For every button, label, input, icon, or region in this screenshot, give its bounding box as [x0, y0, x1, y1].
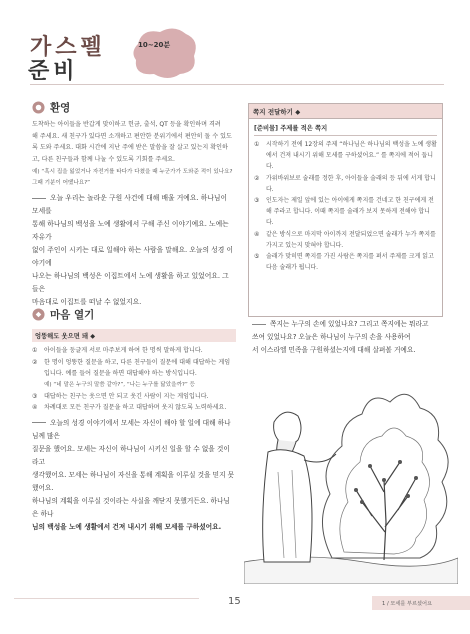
opening-subheading: 엉뚱해도 웃으면 돼 ◆: [32, 329, 236, 342]
dash-mark: [32, 422, 46, 423]
activity-steps: [254, 139, 437, 273]
list-item: ③ 인도자는 제일 앞에 있는 아이에게 쪽지를 건네고 한 친구에게 전해 주라고 합니다. 이때 쪽지를 술래가 보지 못하게 전해야 합니다.: [254, 197, 434, 227]
opening-icon: [32, 308, 45, 321]
time-badge-blob: [128, 24, 202, 82]
activity-paragraph: 쪽지는 누구의 손에 있었나요? 그리고 쪽지에는 뭐라고 쓰여 있었나요? 오늘은 하나님이 누구의 손을 사용하여 서 이스라엘 민족을 구원하셨는지에 대해 살펴볼 거예요.: [252, 320, 429, 354]
welcome-heading-label: 환영: [50, 102, 71, 114]
time-badge: 10~20분: [138, 41, 171, 49]
list-item: ④ 차례대로 모든 친구가 질문을 하고 대답하며 웃지 않도록 노력하세요.: [32, 404, 227, 412]
page-number: 15: [228, 596, 241, 607]
activity-materials: [준비물] 주제를 적은 쪽지: [254, 125, 328, 132]
footer-line: [14, 598, 199, 599]
welcome-paragraph-line: 마음대로 이집트를 떠날 수 없었지요.: [32, 298, 142, 307]
welcome-paragraph-line: 없이 주인이 시키는 대로 일해야 하는 사람을 말해요. 오늘의 성경 이야기에: [32, 246, 234, 268]
dash-mark: [32, 198, 46, 199]
list-item: ⑤ 술래가 맞히면 쪽지를 가진 사람은 쪽지를 펴서 주제를 크게 읽고 다음 술래가 됩니다.: [254, 253, 434, 272]
welcome-paragraph-line: 오늘 우리는 놀라운 구원 사건에 대해 배울 거예요. 하나님이 모세를: [32, 194, 228, 216]
burning-bush-illustration: [244, 362, 458, 584]
welcome-paragraph-line: 나오는 하나님의 백성은 이집트에서 노예 생활을 하고 있었어요. 그들은: [32, 272, 229, 294]
welcome-intro-line: 도착하는 아이들을 반갑게 맞이하고 헌금, 출석, QT 등을 확인하며 격려: [32, 121, 221, 128]
welcome-quote: 예) “혹시 집을 잃었거나 자전거를 타다가 다쳤을 때 누군가가 도와준 적이 있나요? 그때 기분이 어땠나요?”: [32, 169, 233, 187]
opening-heading-label: 마음 열기: [50, 309, 95, 321]
opening-example: 예) “네 말은 누구의 말씀 같아?”, “나는 누구를 닮았을까?” 등: [44, 381, 195, 388]
welcome-paragraph-line: 통해 하나님의 백성을 노예 생활에서 구해 주신 이야기예요. 노예는 자유가: [32, 220, 229, 242]
activity-box: [248, 103, 443, 317]
welcome-intro-line: 고, 다른 친구들과 함께 나눌 수 있도록 기회를 주세요.: [32, 155, 175, 163]
list-item: ① 시작하기 전에 12장의 주제 “하나님은 하나님의 백성을 노예 생활에서 건져 내시기 위해 모세를 구하셨어요.” 를 쪽지에 적어 둡니다.: [254, 141, 437, 171]
welcome-paragraph: [32, 192, 234, 309]
list-item: ② 가위바위보로 술래를 정한 후, 아이들을 술래의 등 뒤에 서게 합니다.: [254, 174, 436, 193]
title-divider: [30, 84, 444, 85]
list-item: ① 아이들을 둥글게 서로 마주보게 하여 한 명씩 말하게 합니다.: [32, 347, 203, 354]
dash-mark: [252, 324, 266, 325]
welcome-intro-line: 해 주세요. 새 친구가 있다면 소개하고 편안한 분위기에서 편안히 돌 수 있도: [32, 132, 232, 140]
welcome-section: [32, 100, 234, 309]
page-title-line1: 가스펠: [30, 35, 106, 60]
section-tab: 1 / 모세를 부르셨어요: [372, 596, 470, 610]
welcome-icon: [32, 101, 45, 114]
welcome-intro: [32, 119, 234, 165]
list-item: ③ 대답하는 친구는 웃으면 안 되고 웃긴 사람이 지는 게임입니다.: [32, 392, 209, 400]
activity-divider: [254, 135, 437, 136]
opening-heading: [32, 307, 236, 322]
welcome-heading: [32, 100, 234, 115]
page-title-line2: 준비: [28, 59, 79, 84]
list-item: ④ 같은 방식으로 마지막 아이까지 전달되었으면 술래가 누가 쪽지를 가지고 있는지 맞혀야 합니다.: [254, 230, 436, 249]
opening-paragraph: 오늘의 성경 이야기에서 모세는 자신이 해야 할 일에 대해 하나님께 많은 질문을 했어요. 모세는 자신이 하나님이 시키신 일을 할 수 없을 것이라고 생각했어요. 모세는 하나님이 자신을 통해 계획을 이루실 것을 믿지 못했어요. 하나님의 계획을 이루실 것이라는 사실을 깨닫지 못했거든요. 하나님은 하나 님의 백성을 노예 생활에서 건져 내시기 위해 모세를 구하셨어요.: [32, 418, 235, 531]
activity-heading: 쪽지 전달하기 ◆: [249, 104, 442, 119]
opening-steps: [32, 345, 236, 414]
list-item: ② 한 명이 엉뚱한 질문을 하고, 다른 친구들이 질문에 대해 대답하는 게임입니다. 예를 들어 질문을 하면 대답해야 하는 방식입니다.: [32, 358, 231, 378]
welcome-intro-line: 록 도와 주세요. 대화 시간에 지난 주에 받은 말씀을 잘 살고 있는지 확인하: [32, 144, 228, 152]
opening-section: [32, 307, 236, 534]
